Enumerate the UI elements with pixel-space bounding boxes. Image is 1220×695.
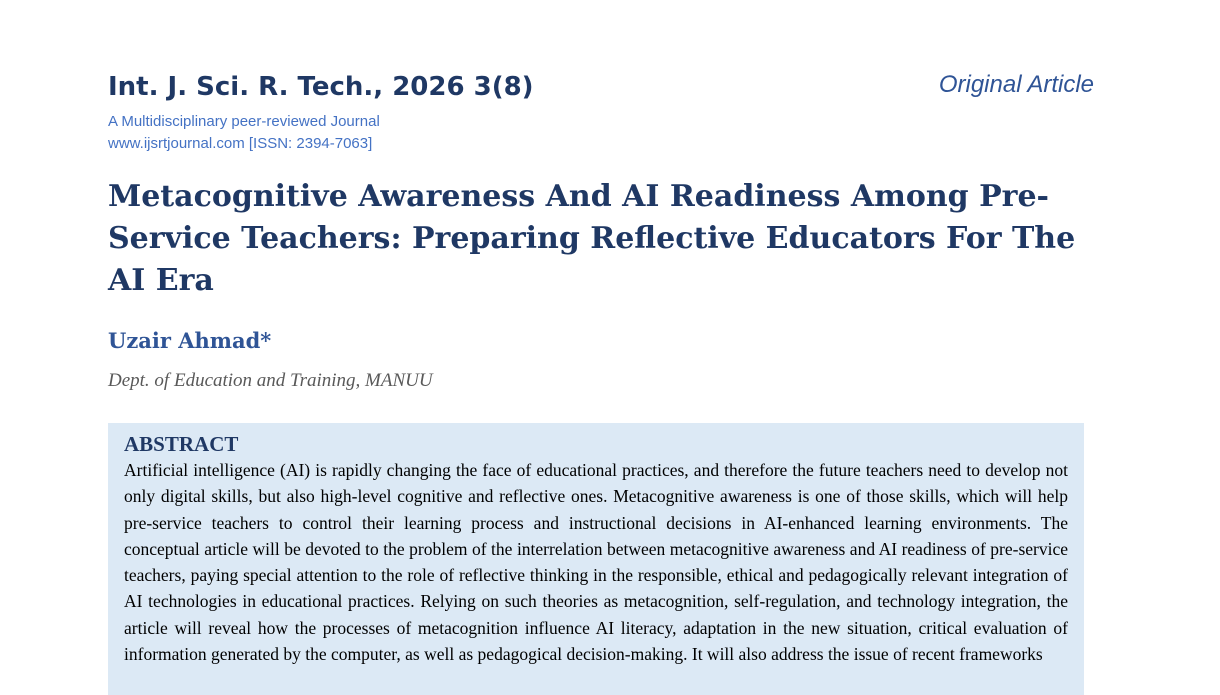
abstract-heading: ABSTRACT <box>124 432 239 456</box>
article-type-label: Original Article <box>938 71 1094 98</box>
author-name: Uzair Ahmad* <box>108 328 272 353</box>
journal-subtitle: A Multidisciplinary peer-reviewed Journal <box>108 113 380 130</box>
abstract-section <box>108 423 1084 695</box>
journal-title: Int. J. Sci. R. Tech., 2026 3(8) <box>108 72 534 102</box>
journal-website-issn: www.ijsrtjournal.com [ISSN: 2394-7063] <box>108 135 373 152</box>
abstract-text: Artificial intelligence (AI) is rapidly changing the face of educational practices, and therefore the future teachers need to develop not only digital skills, but also high-level cognitive and reflective ones. Metacognitive awareness is one of those skills, which will help pre-service teachers to control their learning process and instructional decisions in AI-enhanced learning environments. The conceptual article will be devoted to the problem of the interrelation between metacognitive awareness and AI readiness of pre-service teachers, paying special attention to the role of reflective thinking in the responsible, ethical and pedagogically relevant integration of AI technologies in educational practices. Relying on such theories as metacognition, self-regulation, and technology integration, the article will reveal how the processes of metacognition influence AI literacy, adaptation in the new situation, critical evaluation of information generated by the computer, as well as pedagogical decision-making. It will also address the issue of recent frameworks <box>124 460 1068 665</box>
paper-title: Metacognitive Awareness And AI Readiness Among Pre-Service Teachers: Preparing Reflective Educators For The AI Era <box>108 179 1076 298</box>
author-affiliation: Dept. of Education and Training, MANUU <box>108 370 433 391</box>
